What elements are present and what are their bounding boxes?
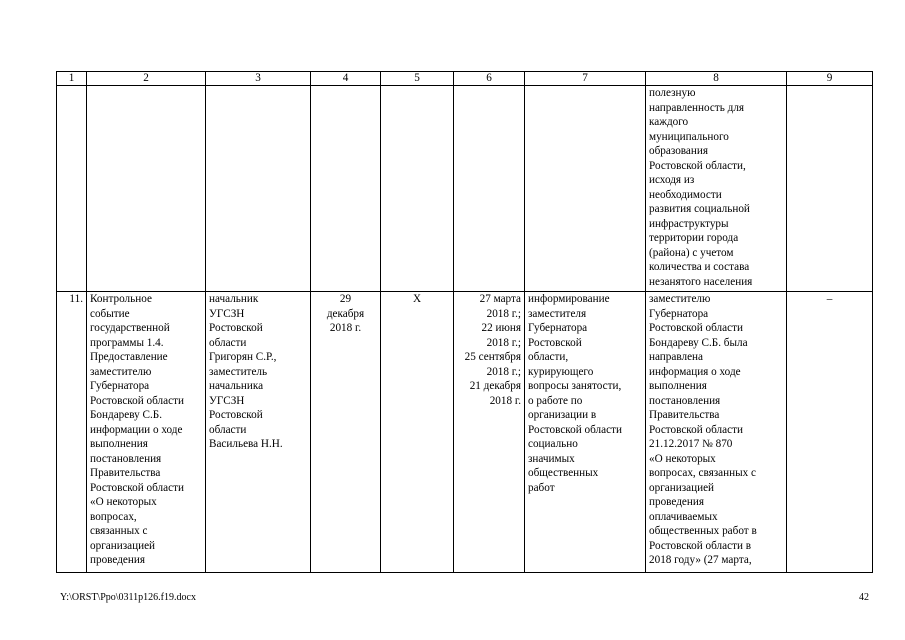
table-cell <box>787 86 873 292</box>
page-number: 42 <box>859 592 869 603</box>
column-number: 2 <box>87 72 206 86</box>
column-number: 5 <box>381 72 454 86</box>
column-number: 7 <box>525 72 646 86</box>
column-number: 8 <box>646 72 787 86</box>
table-row-11 <box>57 292 873 573</box>
planned-date-cell: 29 декабря 2018 г. <box>311 292 381 573</box>
table-cell <box>87 86 206 292</box>
table-row-continuation <box>57 86 873 292</box>
table-cell <box>525 86 646 292</box>
column-9-cell: – <box>787 292 873 573</box>
table-cell <box>311 86 381 292</box>
table-cell <box>454 86 525 292</box>
table-cell <box>57 86 87 292</box>
actual-result-cell: заместителю Губернатора Ростовской области Бондареву С.Б. была направлена информация о ходе выполнения постановления Правительства Ростовской области 21.12.2017 № 870 «О некоторых вопросах, связанных с организацией проведения оплачиваемых общественных работ в Ростовской области в 2018 году» (27 марта, <box>646 292 787 573</box>
responsible-cell: начальник УГСЗН Ростовской области Григорян С.Р., заместитель начальника УГСЗН Ростовской области Васильева Н.Н. <box>206 292 311 573</box>
row-number-cell: 11. <box>57 292 87 573</box>
column-5-cell: X <box>381 292 454 573</box>
actual-date-cell: 27 марта 2018 г.; 22 июня 2018 г.; 25 сентября 2018 г.; 21 декабря 2018 г. <box>454 292 525 573</box>
column-number: 1 <box>57 72 87 86</box>
report-table <box>56 71 873 573</box>
column-number-row <box>57 72 873 86</box>
actual-result-cell: полезную направленность для каждого муниципального образования Ростовской области, исходя из необходимости развития социальной инфраструктуры территории города (района) с учетом количества и состава незанятого населения <box>646 86 787 292</box>
table-cell <box>381 86 454 292</box>
table-cell <box>206 86 311 292</box>
column-number: 4 <box>311 72 381 86</box>
file-path: Y:\ORST\Ppo\0311p126.f19.docx <box>60 592 196 603</box>
planned-result-cell: информирование заместителя Губернатора Ростовской области, курирующего вопросы занятости, о работе по организации в Ростовской области социально значимых общественных работ <box>525 292 646 573</box>
column-number: 6 <box>454 72 525 86</box>
event-name-cell: Контрольное событие государственной программы 1.4. Предоставление заместителю Губернатора Ростовской области Бондареву С.Б. информации о ходе выполнения постановления Правительства Ростовской области «О некоторых вопросах, связанных с организацией проведения <box>87 292 206 573</box>
column-number: 9 <box>787 72 873 86</box>
column-number: 3 <box>206 72 311 86</box>
